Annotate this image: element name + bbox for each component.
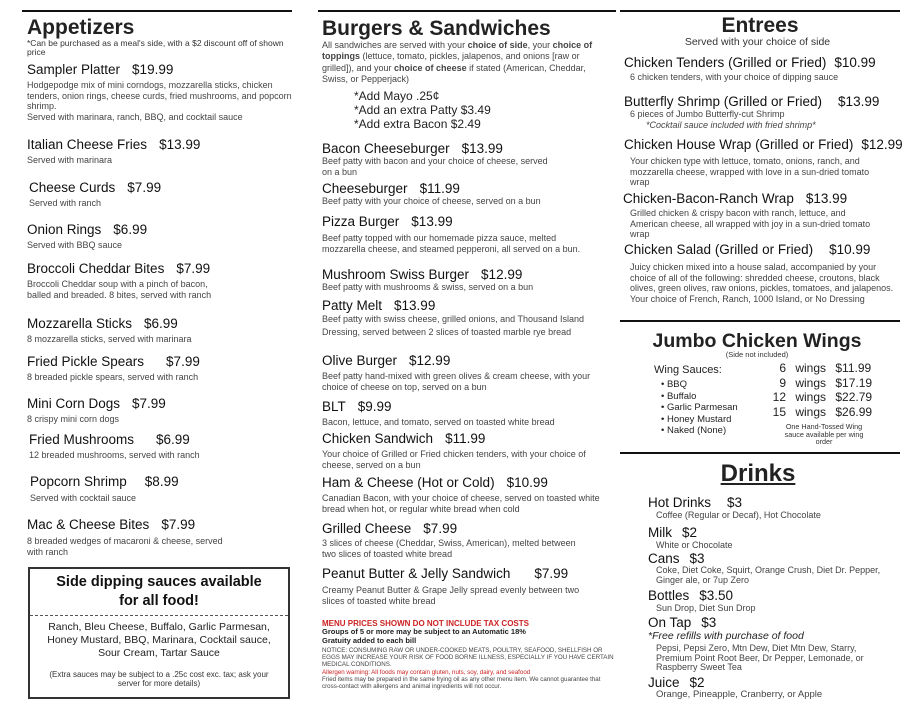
tax-note: MENU PRICES SHOWN DO NOT INCLUDE TAX COSTS: [322, 619, 529, 628]
item-name: Chicken-Bacon-Ranch Wrap: [623, 191, 794, 206]
item-desc: Beef patty topped with our homemade pizza sauce, melted mozzarella cheese, and steamed pepperoni, all served on a bun.: [322, 233, 581, 254]
burger-item: [322, 399, 616, 428]
appetizer-item: [27, 354, 292, 383]
item-desc: Beef patty with swiss cheese, grilled onions, and Thousand Island Dressing, served between 2 slices of toasted marble rye bread: [322, 314, 584, 337]
item-price: $2: [682, 525, 698, 540]
item-desc: 12 breaded mushrooms, served with ranch: [29, 450, 200, 460]
addon-mayo: *Add Mayo .25¢: [354, 89, 440, 103]
item-price: $12.99: [861, 137, 903, 152]
sauces-box-title: Side dipping sauces available for all food!: [56, 574, 262, 609]
appetizers-top-rule: [22, 10, 292, 12]
drink-item: [648, 495, 900, 525]
item-desc: White or Chocolate: [656, 540, 733, 550]
item-name: Chicken House Wrap: [624, 137, 752, 152]
item-desc: Coke, Diet Coke, Squirt, Orange Crush, Diet Dr. Pepper, Ginger ale, or 7up Zero: [656, 565, 881, 585]
entree-item: [624, 55, 900, 83]
item-price: $11.99: [419, 181, 460, 196]
item-name: Popcorn Shrimp: [30, 474, 127, 489]
item-desc: 8 breaded wedges of macaroni & cheese, served with ranch: [27, 536, 223, 557]
item-desc: Hodgepodge mix of mini corndogs, mozzarella sticks, chicken tenders, onion rings, cheese curds, fried mushrooms, and popcorn shrimp.: [27, 80, 292, 111]
legal-notes: [322, 619, 614, 690]
drink-item: [648, 551, 900, 588]
appetizer-item: [27, 222, 292, 251]
fried-note: Fried items may be prepared in the same frying oil as any other menu item. We cannot guarantee that cross-contact with allergens and animal ingredients will not occur.: [322, 675, 601, 691]
item-price: $3.50: [699, 588, 734, 603]
item-suffix: (Grilled or Fried): [711, 242, 814, 257]
burger-addons: [354, 89, 491, 131]
appetizer-item: [27, 396, 292, 425]
drink-item: [648, 615, 900, 675]
wing-price-row: 15 wings $26.99: [772, 404, 873, 419]
burger-item: [322, 353, 616, 392]
sauces-list: Ranch, Bleu Cheese, Buffalo, Garlic Parmesan, Honey Mustard, BBQ, Marinara, Cocktail sauce, Sour Cream, Tartar Sauce: [47, 621, 271, 659]
entrees-subtitle: Served with your choice of side: [684, 36, 831, 48]
item-desc: Creamy Peanut Butter & Grape Jelly spread evenly between two slices of toasted white bread: [322, 585, 580, 606]
item-desc: Sun Drop, Diet Sun Drop: [656, 603, 756, 613]
item-name: BLT: [322, 399, 346, 414]
item-name: Onion Rings: [27, 222, 102, 237]
item-name: Sampler Platter: [27, 62, 121, 77]
item-desc: Served with BBQ sauce: [27, 240, 123, 250]
item-price: $13.99: [805, 191, 848, 206]
item-desc: Juicy chicken mixed into a house salad, accompanied by your choice of all of the following: shredded cheese, croutons, black olives, green olives, raw onions, pickles, tomatoes, and jalapenos.: [630, 262, 894, 293]
wing-sauce: • Garlic Parmesan: [661, 402, 738, 413]
item-desc: 6 chicken tenders, with your choice of dipping sauce: [630, 72, 839, 82]
item-name: Grilled Cheese: [322, 521, 412, 536]
item-desc: Your chicken type with lettuce, tomato, onions, ranch, and mozzarella cheese, wrapped with love in a sun-dried tomato wrap: [630, 156, 870, 187]
item-name: Ham & Cheese (Hot or Cold): [322, 475, 495, 490]
item-desc: 8 mozzarella sticks, served with marinara: [27, 334, 192, 344]
appetizer-item: [27, 316, 292, 345]
item-name: Milk: [648, 525, 672, 540]
item-desc: Coffee (Regular or Decaf), Hot Chocolate: [656, 510, 821, 520]
drink-item: [648, 588, 900, 615]
entree-item: [624, 94, 900, 130]
item-desc: Broccoli Cheddar soup with a pinch of bacon, balled and breaded. 8 bites, served with ranch: [27, 279, 212, 300]
item-price: $13.99: [411, 214, 453, 229]
wing-sauce: • BBQ: [661, 379, 688, 390]
item-price: $7.99: [166, 354, 200, 369]
burger-item: [322, 431, 616, 470]
item-price: $13.99: [394, 298, 436, 313]
wings-top-rule: [620, 320, 900, 322]
burgers-intro: All sandwiches are served with your choice of side, your choice of toppings (lettuce, tomato, pickles, jalapenos, and onions [raw or grilled]), and your choice of cheese if stated (American, Cheddar, Swiss, or Pepperjack): [322, 40, 593, 84]
item-price: $19.99: [132, 62, 174, 77]
item-name: Cans: [648, 551, 680, 566]
item-price: $8.99: [144, 474, 179, 489]
burgers-title: Burgers & Sandwiches: [322, 17, 551, 40]
item-price: $6.99: [144, 316, 178, 331]
item-name: Butterfly Shrimp: [624, 94, 721, 109]
burger-item: [322, 141, 616, 177]
item-name: Hot Drinks: [648, 495, 712, 510]
appetizer-item: [29, 180, 292, 209]
wing-sauces-list: [661, 379, 738, 437]
item-name: Mac & Cheese Bites: [27, 517, 150, 532]
item-name: Chicken Sandwich: [322, 431, 434, 446]
item-name: On Tap: [648, 615, 692, 630]
item-name: Cheese Curds: [29, 180, 116, 195]
item-price: $13.99: [159, 137, 201, 152]
item-name: Cheeseburger: [322, 181, 408, 196]
item-name: Mini Corn Dogs: [27, 396, 121, 411]
item-name: Patty Melt: [322, 298, 383, 313]
item-desc: Beef patty hand-mixed with green olives & cream cheese, with your choice of cheese on top, served on a bun: [322, 371, 591, 392]
item-desc: Served with marinara: [27, 155, 113, 165]
appetizer-item: [27, 62, 292, 122]
item-name: Broccoli Cheddar Bites: [27, 261, 165, 276]
item-price: $3: [689, 551, 705, 566]
item-name: Peanut Butter & Jelly Sandwich: [322, 566, 511, 581]
item-price: $7.99: [127, 180, 162, 195]
sauces-note: (Extra sauces may be subject to a .25c cost exc. tax; ask your server for more details): [49, 670, 269, 688]
entree-item: [624, 137, 903, 188]
appetizer-item: [30, 474, 292, 504]
item-desc: Canadian Bacon, with your choice of cheese, served on toasted white bread when hot, or regular white bread when cold: [322, 493, 600, 514]
item-price: $7.99: [176, 261, 211, 276]
item-desc: Beef patty with your choice of cheese, served on a bun: [322, 196, 541, 206]
item-desc: *Free refills with purchase of food: [648, 630, 804, 642]
item-desc: Your choice of Grilled or Fried chicken tenders, with your choice of cheese, served on a bun: [322, 449, 586, 470]
item-suffix: (Grilled or Fried): [724, 55, 827, 70]
item-name: Fried Pickle Spears: [27, 354, 145, 369]
item-price: $7.99: [423, 521, 458, 536]
item-desc: 3 slices of cheese (Cheddar, Swiss, American), melted between two slices of toasted white bread: [322, 538, 576, 559]
burger-item: [322, 267, 616, 293]
item-name: Olive Burger: [322, 353, 398, 368]
item-name: Bottles: [648, 588, 690, 603]
item-name: Chicken Salad: [624, 242, 712, 257]
item-name: Mushroom Swiss Burger: [322, 267, 470, 282]
item-price: $7.99: [132, 396, 166, 411]
item-suffix: (Grilled or Fried): [751, 137, 854, 152]
item-desc-2: Pepsi, Pepsi Zero, Mtn Dew, Diet Mtn Dew, Starry, Premium Point Root Beer, Dr Pepper, Lemonade, or Raspberry Sweet Tea: [656, 643, 864, 672]
item-price: $12.99: [481, 267, 523, 282]
item-price: $10.99: [506, 475, 548, 490]
drinks-top-rule: [620, 452, 900, 454]
item-price: $11.99: [445, 431, 486, 446]
item-price: $3: [727, 495, 743, 510]
wings-note: One Hand-Tossed Wing sauce available per wing order: [784, 422, 864, 446]
item-price: $12.99: [409, 353, 451, 368]
addon-patty: *Add an extra Patty $3.49: [354, 103, 491, 117]
item-price: $13.99: [838, 94, 880, 109]
appetizer-item: [27, 261, 227, 300]
entree-item: [624, 242, 900, 304]
entrees-top-rule: [620, 10, 900, 12]
consume-note: NOTICE: CONSUMING RAW OR UNDER-COOKED MEATS, POULTRY, SEAFOOD, SHELLFISH OR EGGS MAY INCREASE YOUR RISK OF FOOD BORNE ILLNESS, ESPECIALLY IF YOU HAVE CERTAIN MEDICAL CONDITIONS.: [322, 647, 614, 669]
item-desc: Served with cocktail sauce: [30, 493, 137, 503]
addon-bacon: *Add extra Bacon $2.49: [354, 117, 481, 131]
wing-sauce: • Naked (None): [661, 425, 727, 436]
wing-prices: [766, 361, 872, 419]
item-price: $13.99: [461, 141, 503, 156]
item-desc: Beef patty with mushrooms & swiss, served on a bun: [322, 282, 534, 292]
item-desc: Beef patty with bacon and your choice of cheese, served on a bun: [322, 156, 548, 177]
item-desc: 8 crispy mini corn dogs: [27, 414, 120, 424]
item-desc: Orange, Pineapple, Cranberry, or Apple: [656, 689, 823, 700]
drink-item: [648, 675, 900, 701]
item-name: Bacon Cheeseburger: [322, 141, 450, 156]
item-price: $7.99: [534, 566, 569, 581]
burger-item: [322, 181, 616, 207]
wing-sauce: • Buffalo: [661, 390, 697, 402]
drink-item: [648, 525, 900, 551]
wing-price-row: 12 wings $22.79: [772, 390, 873, 404]
item-desc: Served with ranch: [29, 198, 102, 208]
item-name: Fried Mushrooms: [29, 432, 135, 447]
item-name: Chicken Tenders: [624, 55, 725, 70]
item-desc: 8 breaded pickle spears, served with ranch: [27, 372, 199, 382]
item-price: $6.99: [156, 432, 190, 447]
item-name: Italian Cheese Fries: [27, 137, 148, 152]
item-price: $9.99: [357, 399, 392, 414]
item-name: Pizza Burger: [322, 214, 400, 229]
wings-title: Jumbo Chicken Wings: [652, 330, 862, 352]
appetizer-item: [27, 517, 257, 557]
drinks-title: Drinks: [720, 460, 796, 487]
item-desc: Grilled chicken & crispy bacon with ranch, lettuce, and American cheese, all wrapped with joy in a sun-dried tomato wrap: [630, 208, 871, 239]
appetizer-item: [27, 137, 292, 166]
wings-subtitle: (Side not included): [725, 350, 789, 359]
burger-item: [322, 566, 616, 606]
wing-price-row: 9 wings $17.19: [779, 375, 873, 390]
burger-item: [322, 475, 616, 514]
wing-price-row: 6 wings $11.99: [779, 361, 872, 375]
burgers-top-rule: [318, 10, 616, 12]
item-price: $10.99: [829, 242, 871, 257]
appetizers-note: *Can be purchased as a meal's side, with a $2 discount off of shown price: [27, 38, 284, 57]
gratuity-note: Groups of 5 or more may be subject to an Automatic 18% Gratuity added to each bill: [322, 627, 526, 645]
item-price: $7.99: [161, 517, 196, 532]
item-desc: 6 pieces of Jumbo Butterfly-cut Shrimp: [630, 109, 785, 119]
entree-item: [623, 191, 900, 240]
item-name: Mozzarella Sticks: [27, 316, 133, 331]
item-price: $3: [701, 615, 717, 630]
wing-sauces-label: Wing Sauces:: [654, 364, 722, 376]
entrees-title: Entrees: [721, 14, 799, 37]
item-suffix: (Grilled or Fried): [720, 94, 823, 109]
appetizers-title: Appetizers: [27, 16, 135, 39]
drinks-list: [648, 495, 900, 701]
burger-item: [322, 521, 616, 559]
burger-item: [322, 214, 616, 254]
allergen-note: Allergen warning: All foods may contain gluten, nuts, soy, dairy, and seafood: [322, 668, 531, 676]
item-price: $10.99: [834, 55, 876, 70]
item-price: $2: [689, 675, 705, 690]
item-desc-2: Served with marinara, ranch, BBQ, and cocktail sauce: [27, 111, 243, 122]
appetizer-item: [29, 432, 292, 461]
wing-sauce: • Honey Mustard: [661, 413, 732, 425]
burger-item: [322, 298, 616, 339]
item-price: $6.99: [113, 222, 148, 237]
item-desc-2: Your choice of French, Ranch, 1000 Island, or No Dressing: [630, 293, 865, 304]
item-desc-2: *Cocktail sauce included with fried shrimp*: [646, 119, 816, 130]
item-name: Juice: [648, 675, 680, 690]
dipping-sauces-box: [28, 567, 290, 699]
item-desc: Bacon, lettuce, and tomato, served on toasted white bread: [322, 417, 555, 427]
